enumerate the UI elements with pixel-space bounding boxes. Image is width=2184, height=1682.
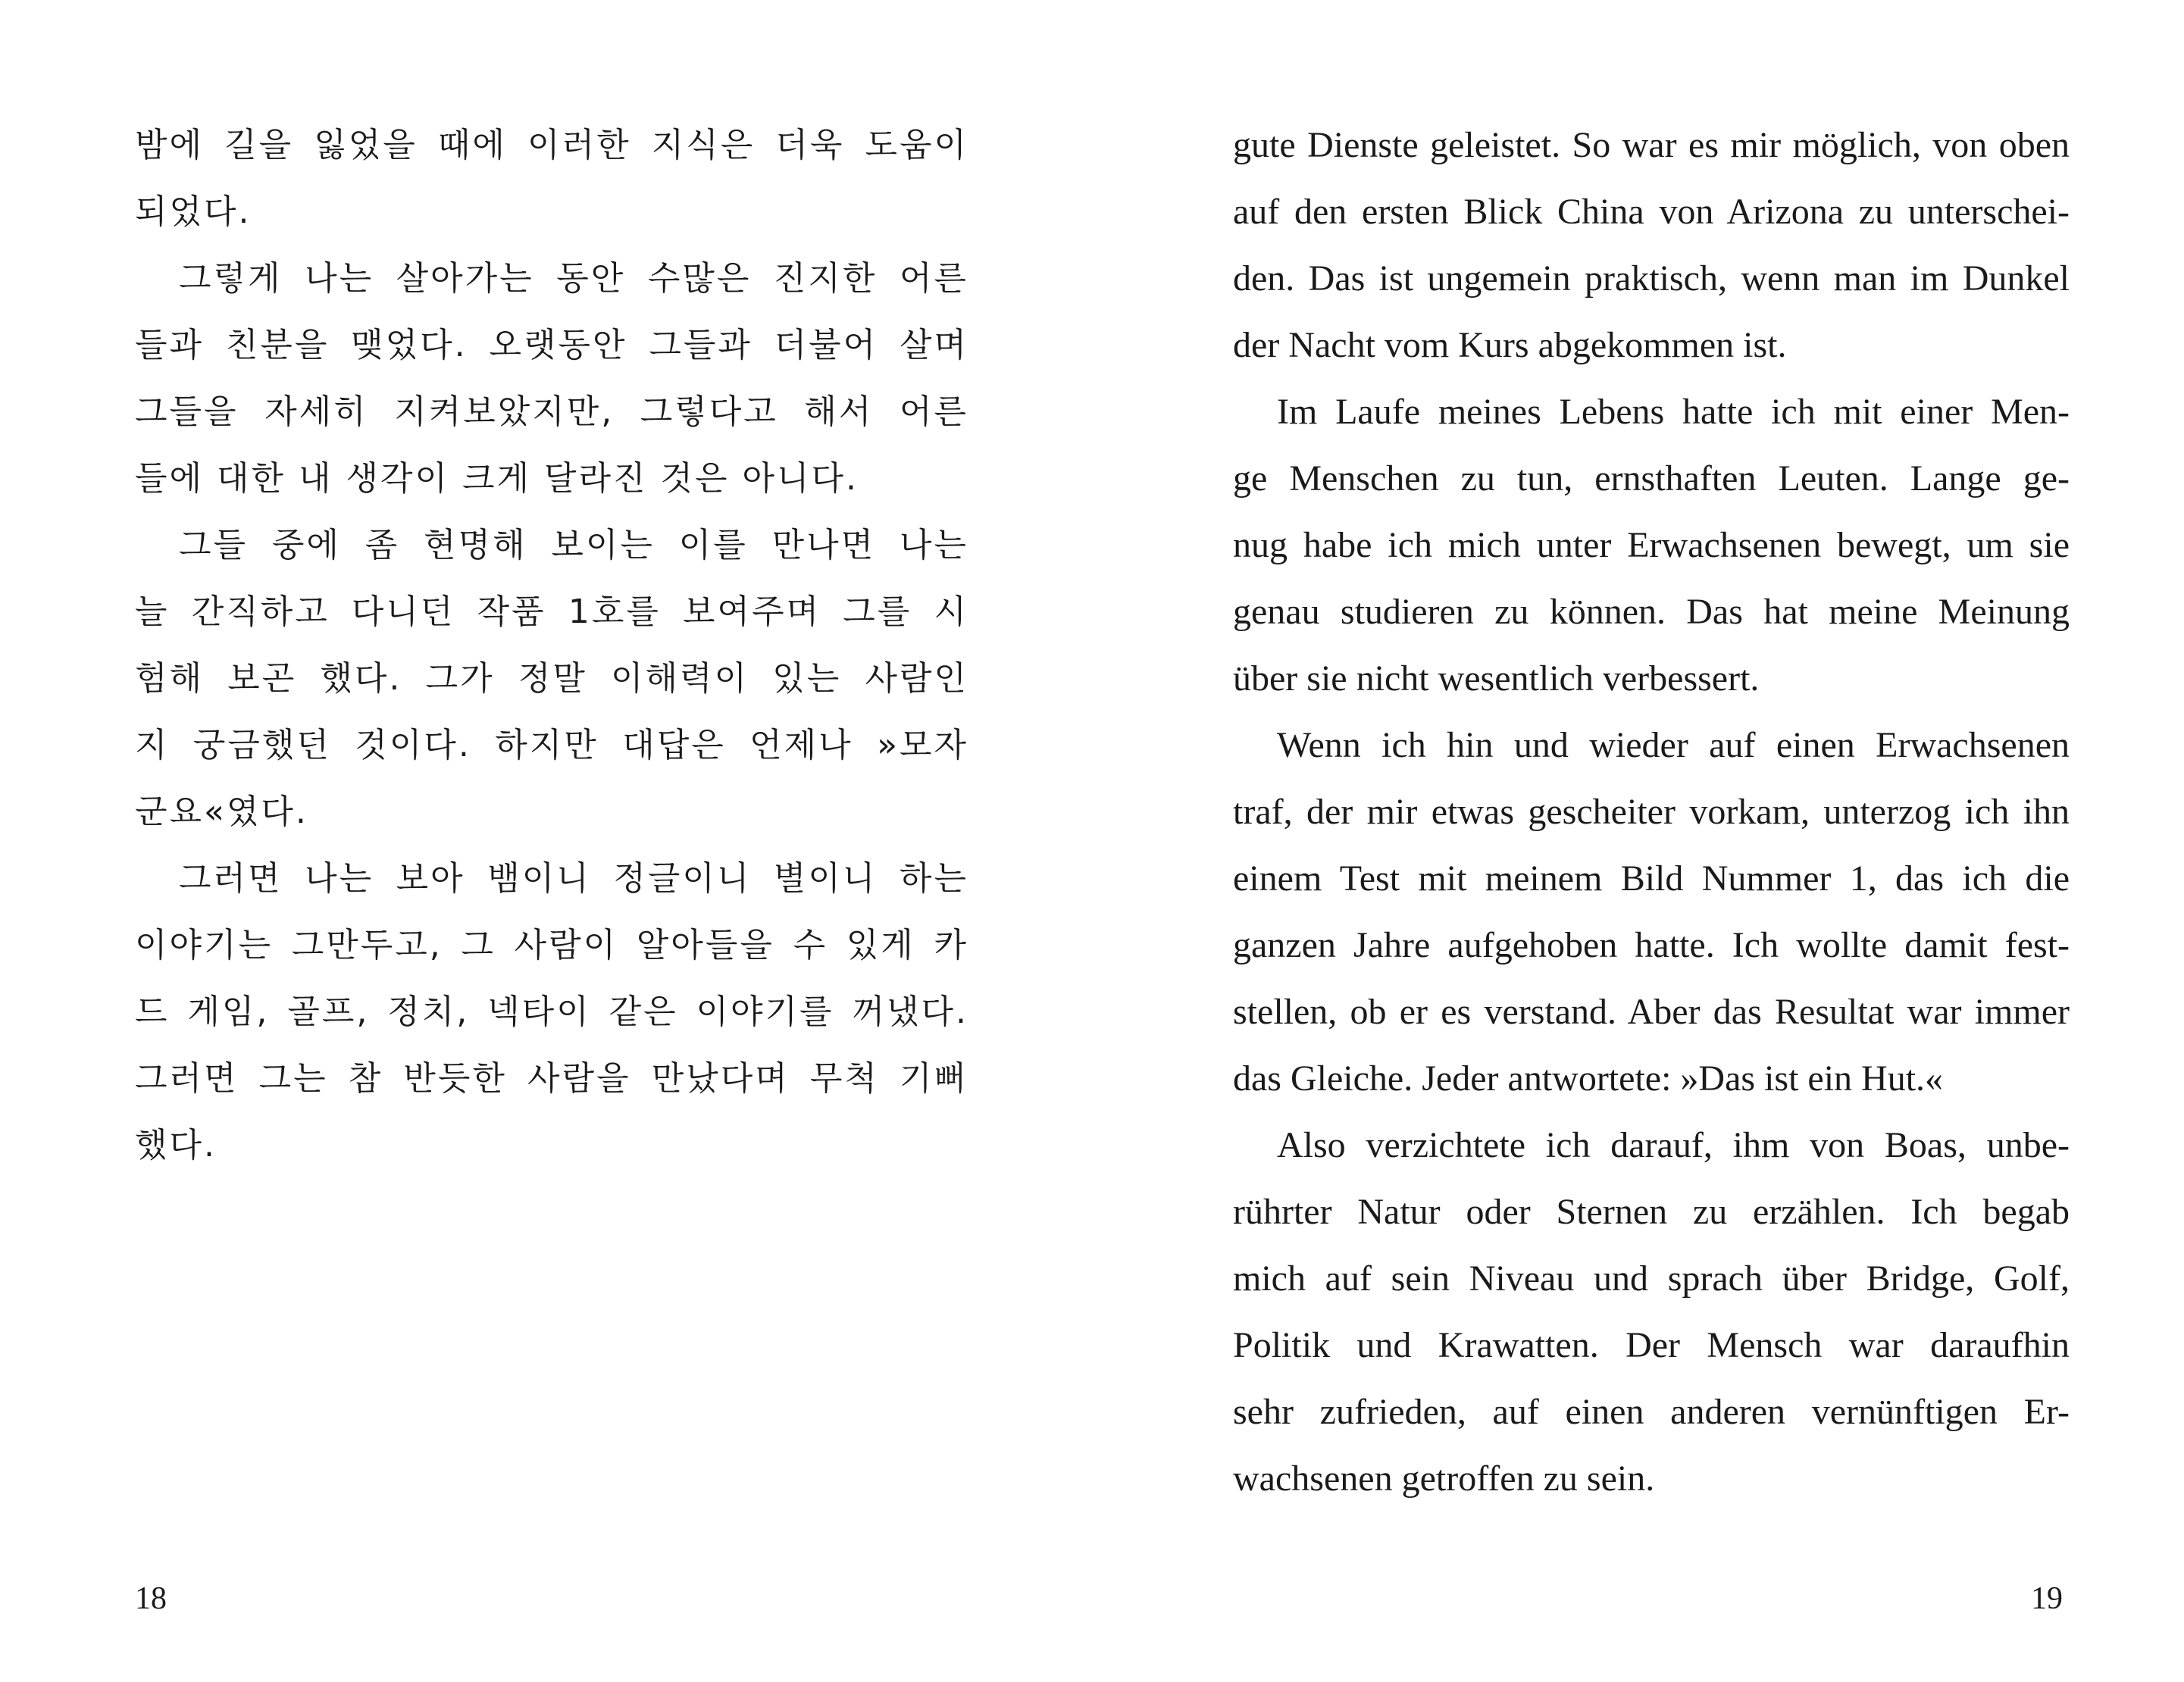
text-line: über sie nicht wesentlich verbessert. xyxy=(1233,658,1760,699)
text-line: stellen, ob er es verstand. Aber das Resultat war immer xyxy=(1233,992,2070,1032)
text-line: 그러면 그는 참 반듯한 사람을 만났다며 무척 기뻐 xyxy=(135,1059,968,1098)
text-line: 늘 간직하고 다니던 작품 1호를 보여주며 그를 시 xyxy=(135,592,968,631)
text-line: 밤에 길을 잃었을 때에 이러한 지식은 더욱 도움이 xyxy=(135,126,968,164)
text-line: 그들 중에 좀 현명해 보이는 이를 만나면 나는 xyxy=(179,526,968,564)
text-line: auf den ersten Blick China von Arizona zu unterschei- xyxy=(1233,192,2070,232)
text-line: 지 궁금했던 것이다. 하지만 대답은 언제나 »모자 xyxy=(135,726,968,764)
text-line: wachsenen getroffen zu sein. xyxy=(1233,1458,1655,1499)
text-line: 했다. xyxy=(135,1126,217,1165)
text-line: 되었다. xyxy=(135,192,252,231)
text-line: 그들을 자세히 지켜보았지만, 그렇다고 해서 어른 xyxy=(135,392,968,431)
text-line: gute Dienste geleistet. So war es mir möglich, von oben xyxy=(1233,125,2070,165)
text-line: 드 게임, 골프, 정치, 넥타이 같은 이야기를 꺼냈다. xyxy=(135,993,968,1031)
text-line: Politik und Krawatten. Der Mensch war daraufhin xyxy=(1233,1325,2070,1365)
text-line: der Nacht vom Kurs abgekommen ist. xyxy=(1233,325,1787,365)
text-line: rührter Natur oder Sternen zu erzählen. Ich begab xyxy=(1233,1192,2070,1232)
text-line: 들에 대한 내 생각이 크게 달라진 것은 아니다. xyxy=(135,459,859,498)
text-line: 그러면 나는 보아 뱀이니 정글이니 별이니 하는 xyxy=(179,859,968,898)
text-line: 험해 보곤 했다. 그가 정말 이해력이 있는 사람인 xyxy=(135,659,968,698)
right-page-text xyxy=(1233,112,2070,1512)
page-number-left: 18 xyxy=(135,1581,167,1616)
text-line: 그렇게 나는 살아가는 동안 수많은 진지한 어른 xyxy=(179,259,968,298)
text-line: ge Menschen zu tun, ernsthaften Leuten. Lange ge- xyxy=(1233,458,2070,499)
text-line: sehr zufrieden, auf einen anderen vernünftigen Er- xyxy=(1233,1392,2070,1432)
text-line: traf, der mir etwas gescheiter vorkam, unterzog ich ihn xyxy=(1233,792,2070,832)
left-page-text xyxy=(135,112,968,1179)
text-line: 군요«였다. xyxy=(135,793,308,831)
text-line: das Gleiche. Jeder antwortete: »Das ist ein Hut.« xyxy=(1233,1058,1944,1099)
text-line: ganzen Jahre aufgehoben hatte. Ich wollte damit fest- xyxy=(1233,925,2070,965)
text-line: 들과 친분을 맺었다. 오랫동안 그들과 더불어 살며 xyxy=(135,326,968,364)
text-line: mich auf sein Niveau und sprach über Bridge, Golf, xyxy=(1233,1258,2070,1299)
text-line: nug habe ich mich unter Erwachsenen bewegt, um sie xyxy=(1233,525,2070,565)
text-line: 이야기는 그만두고, 그 사람이 알아들을 수 있게 카 xyxy=(135,926,968,964)
right-page-german xyxy=(1092,0,2184,1682)
text-line: einem Test mit meinem Bild Nummer 1, das ich die xyxy=(1233,858,2070,899)
text-line: Also verzichtete ich darauf, ihm von Boas, unbe- xyxy=(1277,1125,2070,1165)
text-line: genau studieren zu können. Das hat meine Meinung xyxy=(1233,592,2070,632)
text-line: Wenn ich hin und wieder auf einen Erwachsenen xyxy=(1277,725,2070,765)
page-number-right: 19 xyxy=(2031,1581,2063,1616)
text-line: den. Das ist ungemein praktisch, wenn man im Dunkel xyxy=(1233,258,2070,299)
text-line: Im Laufe meines Lebens hatte ich mit einer Men- xyxy=(1277,392,2070,432)
